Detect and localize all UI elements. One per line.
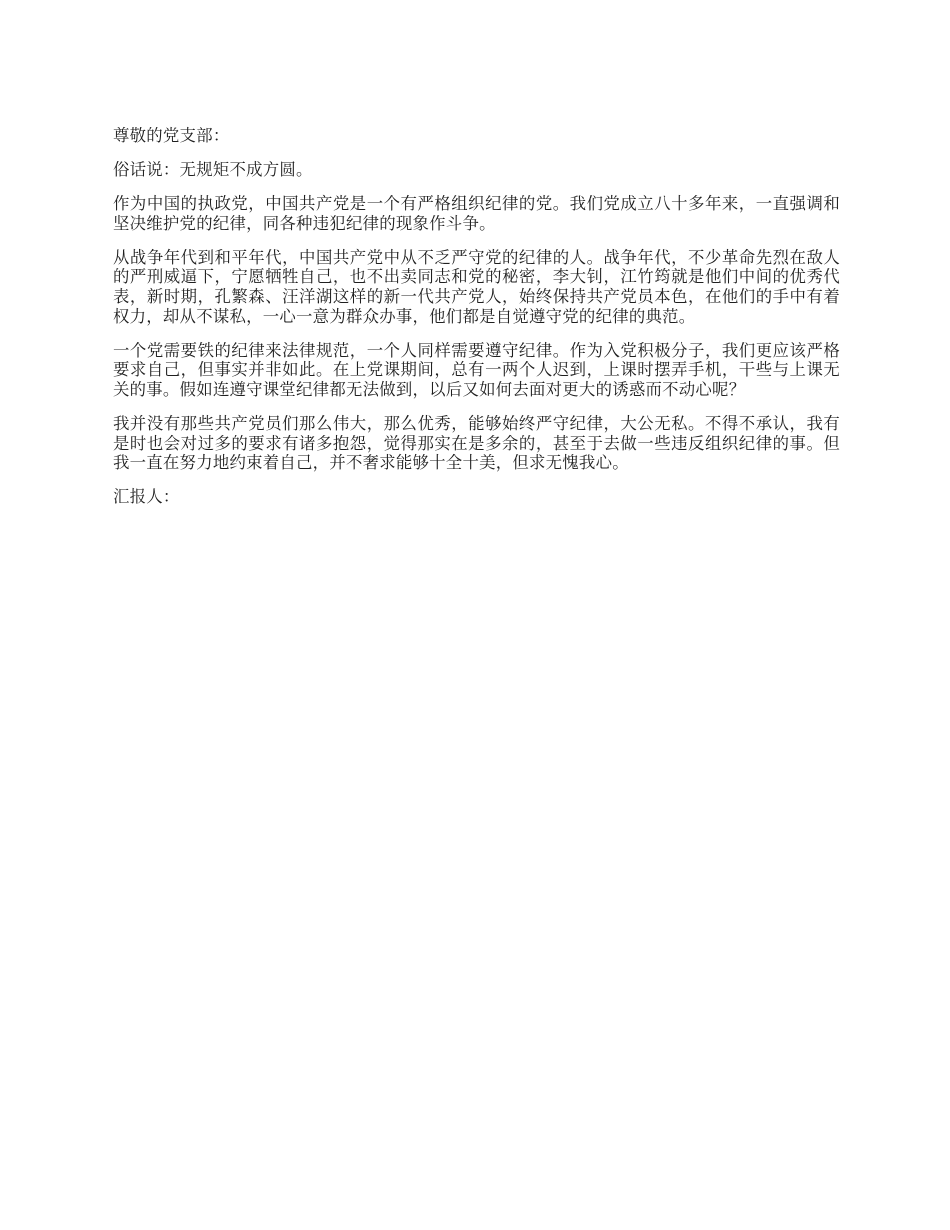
paragraph-4: 一个党需要铁的纪律来法律规范，一个人同样需要遵守纪律。作为入党积极分子，我们更应该严格要求自己，但事实并非如此。在上党课期间，总有一两个人迟到，上课时摆弄手机，干些与上课无关的事。假如连遵守课堂纪律都无法做到，以后又如何去面对更大的诱惑而不动心呢？	[113, 340, 840, 399]
salutation: 尊敬的党支部：	[113, 126, 230, 145]
document-body	[113, 126, 840, 507]
paragraph-5: 我并没有那些共产党员们那么伟大，那么优秀，能够始终严守纪律，大公无私。不得不承认，我有是时也会对过多的要求有诸多抱怨，觉得那实在是多余的，甚至于去做一些违反组织纪律的事。但我一直在努力地约束着自己，并不奢求能够十全十美，但求无愧我心。	[113, 414, 840, 473]
paragraph-1: 俗话说：无规矩不成方圆。	[113, 160, 313, 180]
paragraph-2: 作为中国的执政党，中国共产党是一个有严格组织纪律的党。我们党成立八十多年来，一直强调和坚决维护党的纪律，同各种违犯纪律的现象作斗争。	[113, 194, 840, 233]
paragraph-3: 从战争年代到和平年代，中国共产党中从不乏严守党的纪律的人。战争年代，不少革命先烈在敌人的严刑威逼下，宁愿牺牲自己，也不出卖同志和党的秘密，李大钊，江竹筠就是他们中间的优秀代表，新时期，孔繁森、汪洋湖这样的新一代共产党人，始终保持共产党员本色，在他们的手中有着权力，却从不谋私，一心一意为群众办事，他们都是自觉遵守党的纪律的典范。	[113, 247, 840, 326]
signature-label: 汇报人：	[113, 487, 180, 507]
